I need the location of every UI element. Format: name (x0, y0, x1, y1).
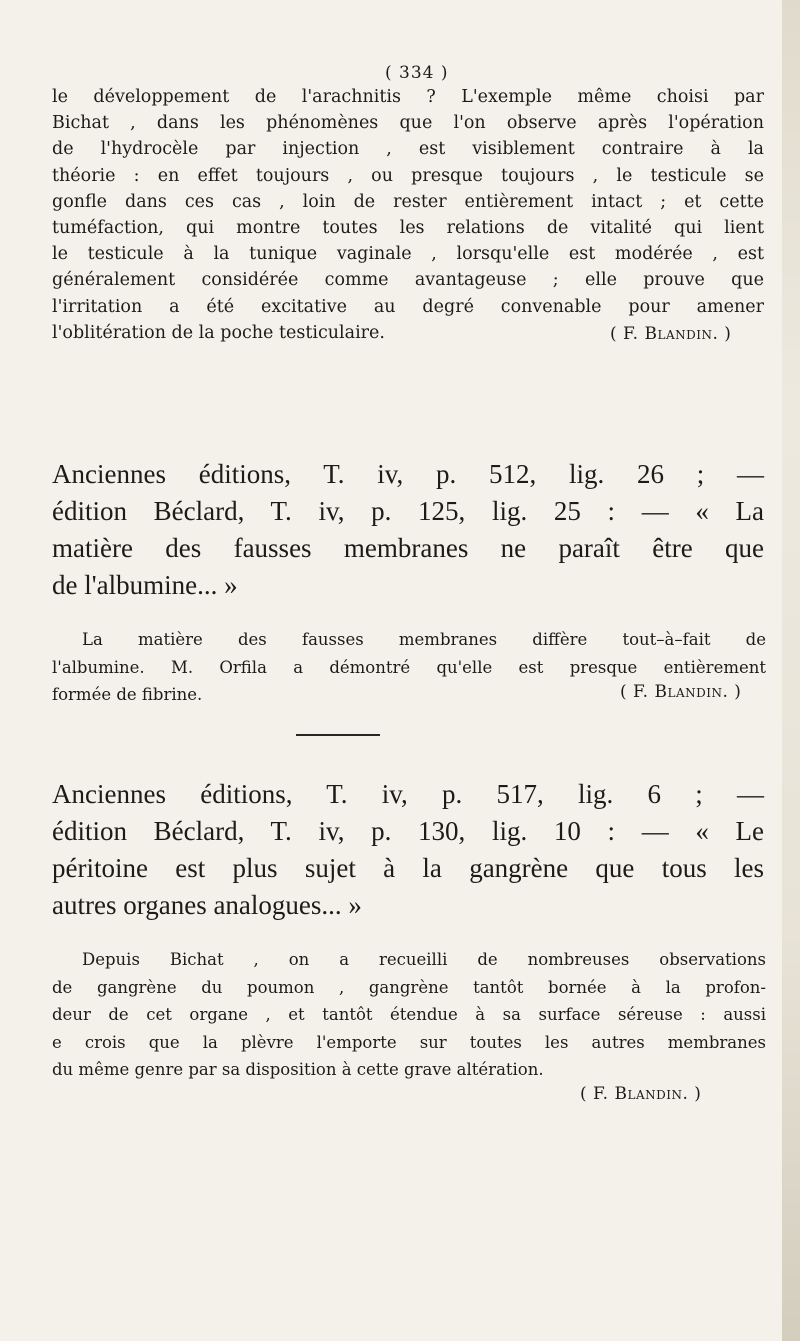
text-line: tuméfaction, qui montre toutes les relations de vitalité qui lient (52, 218, 764, 239)
signature-blandin (580, 1084, 701, 1104)
text-line: le testicule à la tunique vaginale , lorsqu'elle est modérée , est (52, 244, 764, 265)
note-line: Depuis Bichat , on a recueilli de nombreuses observations (82, 950, 766, 969)
note-gangrene (52, 946, 766, 1084)
citation-line: édition Béclard, T. iv, p. 130, lig. 10 : — « Le (52, 816, 764, 846)
note-line: de gangrène du poumon , gangrène tantôt bornée à la profon- (52, 977, 766, 997)
signature-blandin (620, 682, 741, 702)
signature-text: ( F. Blandin. ) (610, 324, 732, 344)
note-line: formée de fibrine. (52, 685, 203, 704)
citation-line: édition Béclard, T. iv, p. 125, lig. 25 : — « La (52, 496, 764, 526)
text-line: généralement considérée comme avantageuse ; elle prouve que (52, 270, 764, 291)
note-line: La matière des fausses membranes diffère tout–à–fait de (82, 630, 766, 649)
note-line: l'albumine. M. Orfila a démontré qu'elle est presque entièrement (52, 657, 766, 677)
citation-line: matière des fausses membranes ne paraît être que (52, 533, 764, 563)
page-number: ( 334 ) (385, 63, 449, 83)
signature-blandin (610, 324, 731, 344)
note-line: du même genre par sa disposition à cette grave altération. (52, 1060, 544, 1079)
citation-line: Anciennes éditions, T. iv, p. 512, lig. 26 ; — (52, 459, 764, 489)
signature-text: ( F. Blandin. ) (580, 1084, 702, 1104)
note-line: e crois que la plèvre l'emporte sur toutes les autres membranes (52, 1032, 766, 1052)
text-line: théorie : en effet toujours , ou presque toujours , le testicule se (52, 165, 764, 186)
citation-line: de l'albumine... » (52, 570, 238, 600)
text-line: Bichat , dans les phénomènes que l'on observe après l'opération (52, 113, 764, 134)
text-line: l'oblitération de la poche testiculaire. (52, 322, 385, 343)
citation-heading-peritoine (52, 776, 764, 924)
separator-rule (296, 734, 380, 736)
citation-heading-albumine (52, 456, 764, 604)
text-line: le développement de l'arachnitis ? L'exemple même choisi par (52, 87, 764, 107)
page-edge-shadow (782, 0, 800, 1341)
text-line: gonfle dans ces cas , loin de rester entièrement intact ; et cette (52, 191, 764, 212)
citation-line: péritoine est plus sujet à la gangrène que tous les (52, 853, 764, 883)
text-line: de l'hydrocèle par injection , est visiblement contraire à la (52, 139, 764, 160)
paragraph-bichat-hydrocele (52, 84, 764, 346)
signature-text: ( F. Blandin. ) (620, 682, 742, 702)
citation-line: autres organes analogues... » (52, 890, 362, 920)
note-line: deur de cet organe , et tantôt étendue à sa surface séreuse : aussi (52, 1005, 766, 1024)
citation-line: Anciennes éditions, T. iv, p. 517, lig. 6 ; — (52, 779, 764, 809)
text-line: l'irritation a été excitative au degré convenable pour amener (52, 296, 764, 317)
